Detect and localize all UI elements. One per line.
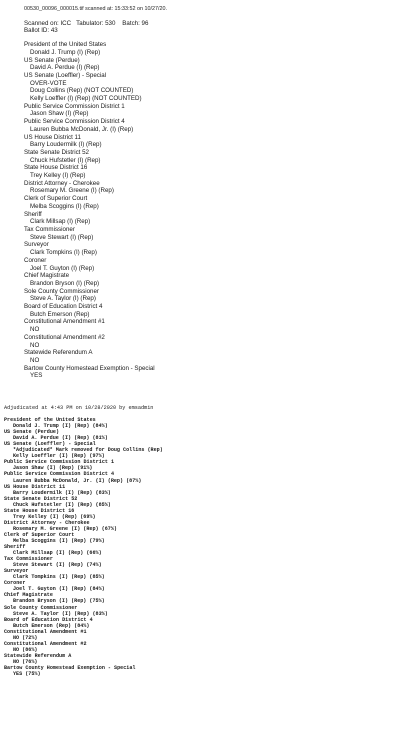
adjudicated-selection: Melba Scoggins (I) (Rep) (79%) <box>13 537 105 544</box>
adjudicated-contest-title: Tax Commissioner <box>4 556 53 563</box>
contest-selection: Doug Collins (Rep) (NOT COUNTED) <box>30 87 134 95</box>
adjudicated-selection: Kelly Loeffler (I) (Rep) (97%) <box>13 453 105 460</box>
contest-selection: Brandon Bryson (I) (Rep) <box>30 279 100 287</box>
adjudicated-selection: YES (75%) <box>13 671 41 678</box>
contest-title: Sheriff <box>24 210 42 218</box>
adjudicated-contest-title: Public Service Commission District 4 <box>4 471 115 478</box>
adjudicated-contest-title: Board of Education District 4 <box>4 616 93 623</box>
contest-selection: NO <box>30 341 40 349</box>
contest-block <box>24 164 384 179</box>
contest-block <box>24 272 384 287</box>
adjudicated-contest-title: Constitutional Amendment #1 <box>4 628 87 635</box>
contest-selection: NO <box>30 326 40 334</box>
adjudicated-contest-block <box>4 641 396 653</box>
contest-selection: Steve Stewart (I) (Rep) <box>30 233 94 241</box>
adjudicated-selection: Lauren Bubba McDonald, Jr. (I) (Rep) (87%) <box>13 477 142 484</box>
contest-title: Tax Commissioner <box>24 225 75 233</box>
contest-selection: YES <box>30 372 43 380</box>
contest-block <box>24 241 384 256</box>
ballot-scan-summary <box>24 6 384 380</box>
contest-selection: Butch Emerson (Rep) <box>30 310 90 318</box>
contest-title: State House District 16 <box>24 164 88 172</box>
batch-label: Batch: 96 <box>122 19 149 27</box>
adjudicated-contest-title: State House District 16 <box>4 507 75 514</box>
contest-selection: NO <box>30 356 40 364</box>
adjudicated-contest-title: Chief Magistrate <box>4 592 53 599</box>
contest-title: State Senate District 52 <box>24 148 90 156</box>
adjudicated-contest-title: Constitutional Amendment #2 <box>4 640 87 647</box>
adjudicated-contest-title: Sole County Commissioner <box>4 604 78 611</box>
contest-selection: Donald J. Trump (I) (Rep) <box>30 48 101 56</box>
contest-block <box>24 103 384 118</box>
contest-title: Surveyor <box>24 241 49 249</box>
adjudicated-contest-block <box>4 471 396 483</box>
adjudicated-contest-title: State Senate District 52 <box>4 495 78 502</box>
contest-title: Public Service Commission District 4 <box>24 118 125 126</box>
adjudicated-selection: Butch Emerson (Rep) (84%) <box>13 622 90 629</box>
adjudicated-contest-block <box>4 496 396 508</box>
contest-block <box>24 349 384 364</box>
contest-title: Public Service Commission District 1 <box>24 102 125 110</box>
adjudicated-selection: Steve Stewart (I) (Rep) (74%) <box>13 562 102 569</box>
adjudicated-selection: Clark Millsap (I) (Rep) (66%) <box>13 550 102 557</box>
adjudicated-contest-title: US Senate (Perdue) <box>4 429 60 436</box>
contest-title: US House District 11 <box>24 133 81 141</box>
contest-selection: Kelly Loeffler (I) (Rep) (NOT COUNTED) <box>30 95 142 103</box>
contest-block <box>24 211 384 226</box>
adjudicated-contest-block <box>4 508 396 520</box>
contest-block <box>24 318 384 333</box>
contest-selection: Clark Millsap (I) (Rep) <box>30 218 91 226</box>
adjudication-line: Adjudicated at 4:43 PM on 10/28/2020 by emsadmin <box>4 405 154 411</box>
contest-title: Sole County Commissioner <box>24 287 99 295</box>
adjudicated-contest-block <box>4 592 396 604</box>
contest-title: Coroner <box>24 256 47 264</box>
contest-block <box>24 288 384 303</box>
contest-block <box>24 334 384 349</box>
contest-title: Statewide Referendum A <box>24 349 93 357</box>
adjudicated-selection: NO (86%) <box>13 646 38 653</box>
adjudicated-selection: David A. Perdue (I) (Rep) (81%) <box>13 435 108 442</box>
adjudicated-contest-block <box>4 417 396 429</box>
adjudicated-contest-block <box>4 605 396 617</box>
tabulator-label: Tabulator: 530 <box>76 19 116 27</box>
adjudicated-contest-list <box>4 417 396 677</box>
adjudication-section <box>4 405 396 677</box>
contest-selection: David A. Perdue (I) (Rep) <box>30 64 100 72</box>
contest-title: Constitutional Amendment #2 <box>24 333 105 341</box>
scanned-on-label: Scanned on: ICC <box>24 19 72 27</box>
adjudicated-selection: Chuck Hufstetler (I) (Rep) (85%) <box>13 501 111 508</box>
adjudicated-contest-block <box>4 629 396 641</box>
contest-selection: Steve A. Taylor (I) (Rep) <box>30 295 96 303</box>
adjudicated-selection: NO (76%) <box>13 658 38 665</box>
adjudicated-selection: Trey Kelley (I) (Rep) (69%) <box>13 513 96 520</box>
adjudicated-contest-block <box>4 580 396 592</box>
adjudication-note: *Adjudicated* Mark removed for Doug Collins (Rep) <box>13 447 163 454</box>
adjudicated-selection: Jason Shaw (I) (Rep) (91%) <box>13 465 93 472</box>
adjudicated-selection: Barry Loudermilk (I) (Rep) (83%) <box>13 489 111 496</box>
adjudicated-contest-block <box>4 520 396 532</box>
adjudicated-contest-block <box>4 459 396 471</box>
adjudicated-contest-block <box>4 544 396 556</box>
adjudicated-contest-title: Statewide Referendum A <box>4 652 72 659</box>
adjudicated-contest-title: President of the United States <box>4 417 96 424</box>
adjudicated-contest-block <box>4 441 396 459</box>
contest-block <box>24 365 384 380</box>
adjudicated-selection: Clark Tompkins (I) (Rep) (85%) <box>13 574 105 581</box>
contest-block <box>24 195 384 210</box>
contest-block <box>24 57 384 72</box>
contest-title: US Senate (Perdue) <box>24 56 80 64</box>
contest-block <box>24 226 384 241</box>
adjudicated-contest-block <box>4 532 396 544</box>
contest-selection: Melba Scoggins (I) (Rep) <box>30 202 99 210</box>
contest-selection: Chuck Hufstetler (I) (Rep) <box>30 156 101 164</box>
contest-selection: Trey Kelley (I) (Rep) <box>30 172 86 180</box>
contest-selection: Lauren Bubba McDonald, Jr. (I) (Rep) <box>30 125 134 133</box>
contest-block <box>24 149 384 164</box>
contest-title: Board of Education District 4 <box>24 303 103 311</box>
adjudicated-selection: NO (72%) <box>13 634 38 641</box>
contest-block <box>24 257 384 272</box>
original-contest-list <box>24 41 384 380</box>
scan-info-line <box>24 20 384 28</box>
contest-selection: Clark Tompkins (I) (Rep) <box>30 249 97 257</box>
contest-title: Chief Magistrate <box>24 272 70 280</box>
adjudicated-contest-title: Surveyor <box>4 568 29 575</box>
adjudicated-selection: Rosemary M. Greene (I) (Rep) (67%) <box>13 525 117 532</box>
adjudicated-contest-block <box>4 665 396 677</box>
contest-title: Bartow County Homestead Exemption - Special <box>24 364 155 372</box>
adjudicated-contest-title: US Senate (Loeffler) - Special <box>4 441 96 448</box>
contest-selection: Joel T. Guyton (I) (Rep) <box>30 264 95 272</box>
contest-selection: Barry Loudermilk (I) (Rep) <box>30 141 102 149</box>
contest-title: Clerk of Superior Court <box>24 195 88 203</box>
adjudicated-contest-block <box>4 556 396 568</box>
contest-selection: OVER-VOTE <box>30 79 67 87</box>
adjudicated-contest-title: Bartow County Homestead Exemption - Special <box>4 664 136 671</box>
adjudicated-contest-title: Public Service Commission District 1 <box>4 459 115 466</box>
adjudicated-contest-title: Clerk of Superior Court <box>4 531 75 538</box>
contest-block <box>24 41 384 56</box>
adjudicated-contest-block <box>4 568 396 580</box>
contest-block <box>24 134 384 149</box>
contest-selection: Rosemary M. Greene (I) (Rep) <box>30 187 114 195</box>
contest-title: Constitutional Amendment #1 <box>24 318 105 326</box>
contest-block <box>24 303 384 318</box>
scan-file-line: 00530_00096_000015.tif scanned at: 15:33:52 on 10/27/20. <box>24 6 167 12</box>
adjudicated-selection: Donald J. Trump (I) (Rep) (84%) <box>13 423 108 430</box>
contest-selection: Jason Shaw (I) (Rep) <box>30 110 89 118</box>
contest-block <box>24 180 384 195</box>
contest-title: President of the United States <box>24 41 107 49</box>
adjudicated-contest-title: District Attorney - Cherokee <box>4 519 90 526</box>
contest-title: District Attorney - Cherokee <box>24 179 100 187</box>
adjudicated-contest-block <box>4 429 396 441</box>
contest-block <box>24 118 384 133</box>
ballot-id-line: Ballot ID: 43 <box>24 27 58 35</box>
adjudicated-selection: Steve A. Taylor (I) (Rep) (83%) <box>13 610 108 617</box>
adjudicated-contest-block <box>4 653 396 665</box>
adjudicated-contest-title: US House District 11 <box>4 483 66 490</box>
adjudicated-contest-block <box>4 617 396 629</box>
adjudicated-selection: Joel T. Guyton (I) (Rep) (84%) <box>13 586 105 593</box>
adjudicated-contest-title: Coroner <box>4 580 26 587</box>
adjudicated-contest-title: Sheriff <box>4 544 26 551</box>
adjudicated-contest-block <box>4 484 396 496</box>
contest-title: US Senate (Loeffler) - Special <box>24 71 107 79</box>
contest-block <box>24 72 384 103</box>
adjudicated-selection: Brandon Bryson (I) (Rep) (75%) <box>13 598 105 605</box>
